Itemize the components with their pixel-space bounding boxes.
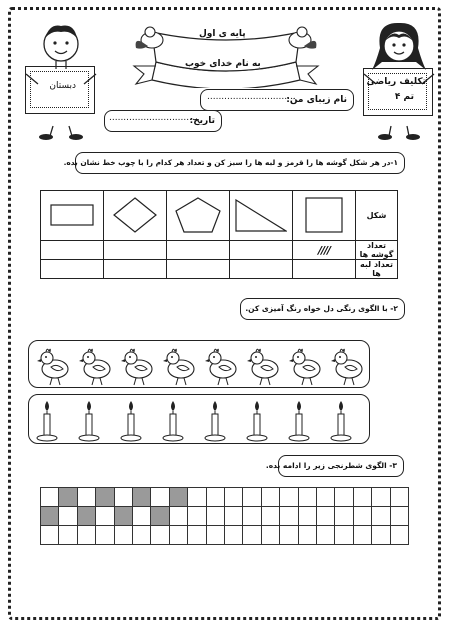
corners-answer-cell[interactable]	[167, 241, 230, 260]
grid-cell[interactable]	[58, 506, 77, 526]
tally-example-cell: ////	[293, 241, 356, 260]
grid-cell[interactable]	[40, 487, 59, 507]
grid-cell[interactable]	[334, 506, 353, 526]
corners-answer-cell[interactable]	[41, 241, 104, 260]
grid-cell[interactable]	[132, 525, 151, 545]
candles-pattern-box	[28, 394, 370, 444]
shape-cell-rhombus	[104, 191, 167, 241]
grid-cell[interactable]	[169, 487, 188, 507]
assignment-sign	[363, 68, 433, 116]
grid-cell[interactable]	[261, 525, 280, 545]
grid-cell[interactable]	[187, 525, 206, 545]
edges-answer-cell[interactable]	[167, 260, 230, 279]
grid-cell[interactable]	[316, 506, 335, 526]
grid-cell[interactable]	[298, 487, 317, 507]
row-header-corners: تعداد گوشه ها	[356, 241, 398, 260]
assignment-title: تکلیف ریاضی	[366, 77, 426, 87]
grid-cell[interactable]	[279, 525, 298, 545]
grid-cell[interactable]	[371, 525, 390, 545]
grid-cell[interactable]	[279, 506, 298, 526]
date-label: تاریخ:	[189, 116, 215, 126]
date-dots: ...............................	[109, 113, 198, 123]
grid-cell[interactable]	[114, 487, 133, 507]
corners-answer-cell[interactable]	[230, 241, 293, 260]
grid-cell[interactable]	[242, 525, 261, 545]
col-header-shape: شکل	[356, 191, 398, 241]
name-field[interactable]	[200, 89, 354, 111]
grid-cell[interactable]	[95, 487, 114, 507]
grid-cell[interactable]	[187, 506, 206, 526]
edges-answer-cell[interactable]	[104, 260, 167, 279]
theme-label: تم ۴	[394, 92, 414, 102]
shape-cell-rectangle	[41, 191, 104, 241]
grid-cell[interactable]	[371, 487, 390, 507]
grid-cell[interactable]	[224, 487, 243, 507]
grid-cell[interactable]	[390, 525, 409, 545]
grid-cell[interactable]	[390, 506, 409, 526]
grid-cell[interactable]	[242, 487, 261, 507]
row-header-edges: تعداد لبه ها	[356, 260, 398, 279]
shape-cell-triangle	[230, 191, 293, 241]
grid-cell[interactable]	[371, 506, 390, 526]
grid-cell[interactable]	[187, 487, 206, 507]
name-label: نام زیبای من:	[286, 95, 347, 105]
grid-cell[interactable]	[77, 525, 96, 545]
grid-cell[interactable]	[206, 506, 225, 526]
bismillah-label: به نام خدای خوب	[185, 59, 261, 69]
grid-cell[interactable]	[77, 506, 96, 526]
q3-instruction: ۳- الگوی شطرنجی زیر را ادامه بده.	[265, 461, 397, 470]
grid-cell[interactable]	[150, 506, 169, 526]
name-dots: ...............................	[207, 92, 296, 102]
grid-cell[interactable]	[114, 525, 133, 545]
chicks-pattern-box	[28, 340, 370, 388]
grid-cell[interactable]	[132, 487, 151, 507]
grid-cell[interactable]	[334, 525, 353, 545]
q1-instruction: ۱-در هر شکل گوشه ها را قرمز و لبه ها را سبز کن و تعداد هر کدام را با چوب خط نشان بده.	[63, 158, 398, 167]
grade-label: پایه ی اول	[199, 29, 246, 39]
grid-cell[interactable]	[114, 506, 133, 526]
grid-cell[interactable]	[95, 506, 114, 526]
shape-cell-square	[293, 191, 356, 241]
grid-cell[interactable]	[58, 525, 77, 545]
grid-cell[interactable]	[206, 487, 225, 507]
grid-cell[interactable]	[298, 506, 317, 526]
edges-answer-cell[interactable]	[41, 260, 104, 279]
edges-answer-cell[interactable]	[293, 260, 356, 279]
date-field[interactable]	[104, 110, 222, 132]
grid-cell[interactable]	[261, 487, 280, 507]
grid-cell[interactable]	[279, 487, 298, 507]
grid-cell[interactable]	[224, 506, 243, 526]
grid-cell[interactable]	[150, 525, 169, 545]
grid-cell[interactable]	[316, 525, 335, 545]
grid-cell[interactable]	[353, 506, 372, 526]
corners-answer-cell[interactable]	[104, 241, 167, 260]
grid-cell[interactable]	[298, 525, 317, 545]
grid-cell[interactable]	[390, 487, 409, 507]
school-label: دبستان	[49, 81, 76, 91]
candles-row	[29, 395, 371, 445]
grid-cell[interactable]	[334, 487, 353, 507]
grid-cell[interactable]	[169, 506, 188, 526]
grid-cell[interactable]	[206, 525, 225, 545]
q2-instruction-box	[240, 298, 405, 320]
chicks-row	[29, 341, 371, 389]
grid-cell[interactable]	[224, 525, 243, 545]
grid-cell[interactable]	[77, 487, 96, 507]
grid-cell[interactable]	[95, 525, 114, 545]
grid-cell[interactable]	[353, 525, 372, 545]
grid-cell[interactable]	[353, 487, 372, 507]
grid-cell[interactable]	[316, 487, 335, 507]
shape-cell-pentagon	[167, 191, 230, 241]
grid-cell[interactable]	[150, 487, 169, 507]
q1-instruction-box	[63, 152, 405, 174]
grid-cell[interactable]	[40, 506, 59, 526]
grid-cell[interactable]	[242, 506, 261, 526]
grid-cell[interactable]	[169, 525, 188, 545]
school-name-sign	[25, 66, 95, 114]
shapes-table	[40, 190, 398, 279]
grid-cell[interactable]	[132, 506, 151, 526]
q3-instruction-box	[265, 455, 404, 477]
grid-cell[interactable]	[261, 506, 280, 526]
grid-cell[interactable]	[58, 487, 77, 507]
q2-instruction: ۲- با الگوی رنگی دل خواه رنگ آمیزی کن.	[245, 304, 398, 313]
edges-answer-cell[interactable]	[230, 260, 293, 279]
grid-cell[interactable]	[40, 525, 59, 545]
